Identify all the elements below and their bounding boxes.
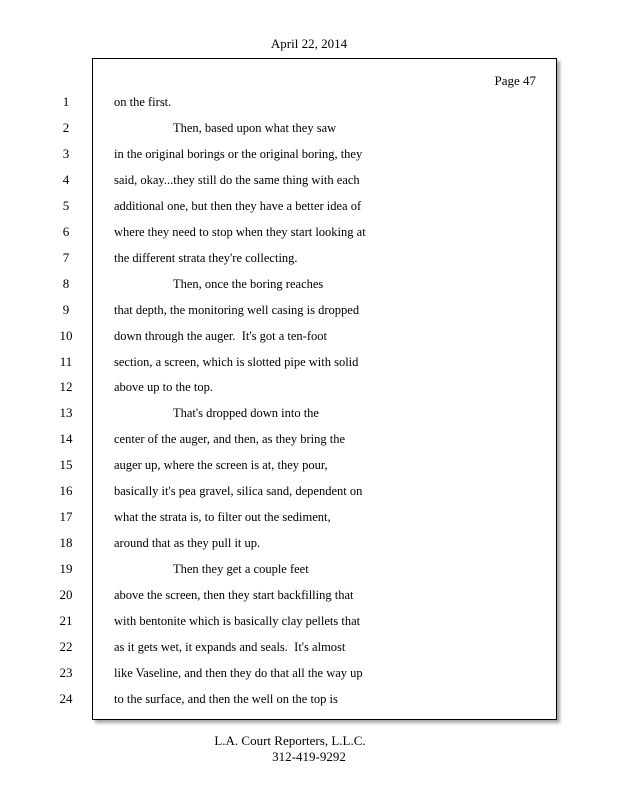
line-number: 8 xyxy=(62,275,70,291)
transcript-line-text: center of the auger, and then, as they bring the xyxy=(114,432,346,447)
transcript-line-text: where they need to stop when they start looking at xyxy=(114,224,366,239)
transcript-line-text: Then they get a couple feet xyxy=(173,562,309,577)
line-number: 2 xyxy=(62,119,70,135)
line-number: 3 xyxy=(62,145,70,161)
transcript-line-text: to the surface, and then the well on the top is xyxy=(114,691,338,706)
transcript-line-text: said, okay...they still do the same thing with each xyxy=(114,172,360,187)
line-number: 21 xyxy=(59,613,73,628)
transcript-line-text: additional one, but then they have a better idea of xyxy=(114,198,362,213)
transcript-line-text: section, a screen, which is slotted pipe with solid xyxy=(114,354,359,369)
line-number: 17 xyxy=(59,509,73,525)
transcript-line-text: that depth, the monitoring well casing is dropped xyxy=(114,302,360,317)
line-number: 18 xyxy=(59,535,73,551)
footer-phone: 312-419-9292 xyxy=(272,749,346,764)
transcript-line-text: Then, based upon what they saw xyxy=(173,120,337,135)
line-number: 20 xyxy=(59,587,73,603)
transcript-line-text: what the strata is, to filter out the sediment, xyxy=(114,510,331,525)
line-number: 10 xyxy=(59,327,73,343)
line-number: 13 xyxy=(59,405,73,421)
line-number: 11 xyxy=(59,353,73,369)
line-number: 19 xyxy=(59,561,73,577)
transcript-line-text: in the original borings or the original boring, they xyxy=(114,146,363,161)
page-number: Page 47 xyxy=(494,73,536,88)
line-number: 24 xyxy=(59,690,73,706)
line-number: 16 xyxy=(59,483,73,499)
transcript-line-text: on the first. xyxy=(114,95,172,109)
transcript-line-text: like Vaseline, and then they do that all the way up xyxy=(114,665,363,680)
line-number: 14 xyxy=(59,431,73,447)
line-number: 5 xyxy=(62,197,70,213)
line-number: 1 xyxy=(62,94,70,109)
transcript-line-text: the different strata they're collecting. xyxy=(114,250,298,265)
line-number: 12 xyxy=(59,379,73,395)
line-number: 22 xyxy=(59,638,73,654)
line-number: 9 xyxy=(62,301,70,317)
transcript-line-text: with bentonite which is basically clay pellets that xyxy=(114,614,361,628)
footer-company: L.A. Court Reporters, L.L.C. xyxy=(214,733,366,748)
transcript-line-text: down through the auger. It's got a ten-foot xyxy=(114,328,327,343)
transcript-line-text: above up to the top. xyxy=(114,380,213,395)
line-number: 23 xyxy=(59,664,73,680)
transcript-line-text: That's dropped down into the xyxy=(173,406,319,421)
line-number: 6 xyxy=(62,223,70,239)
line-number: 15 xyxy=(59,457,73,473)
transcript-line-text: around that as they pull it up. xyxy=(114,536,261,551)
transcript-line-text: Then, once the boring reaches xyxy=(173,276,324,291)
line-number: 4 xyxy=(62,171,70,187)
transcript-line-text: auger up, where the screen is at, they pour, xyxy=(114,458,328,473)
transcript-line-text: basically it's pea gravel, silica sand, dependent on xyxy=(114,484,363,499)
line-number: 7 xyxy=(62,249,70,265)
transcript-line-text: above the screen, then they start backfilling that xyxy=(114,588,354,603)
header-date: April 22, 2014 xyxy=(270,36,348,51)
transcript-line-text: as it gets wet, it expands and seals. It's almost xyxy=(114,639,346,654)
